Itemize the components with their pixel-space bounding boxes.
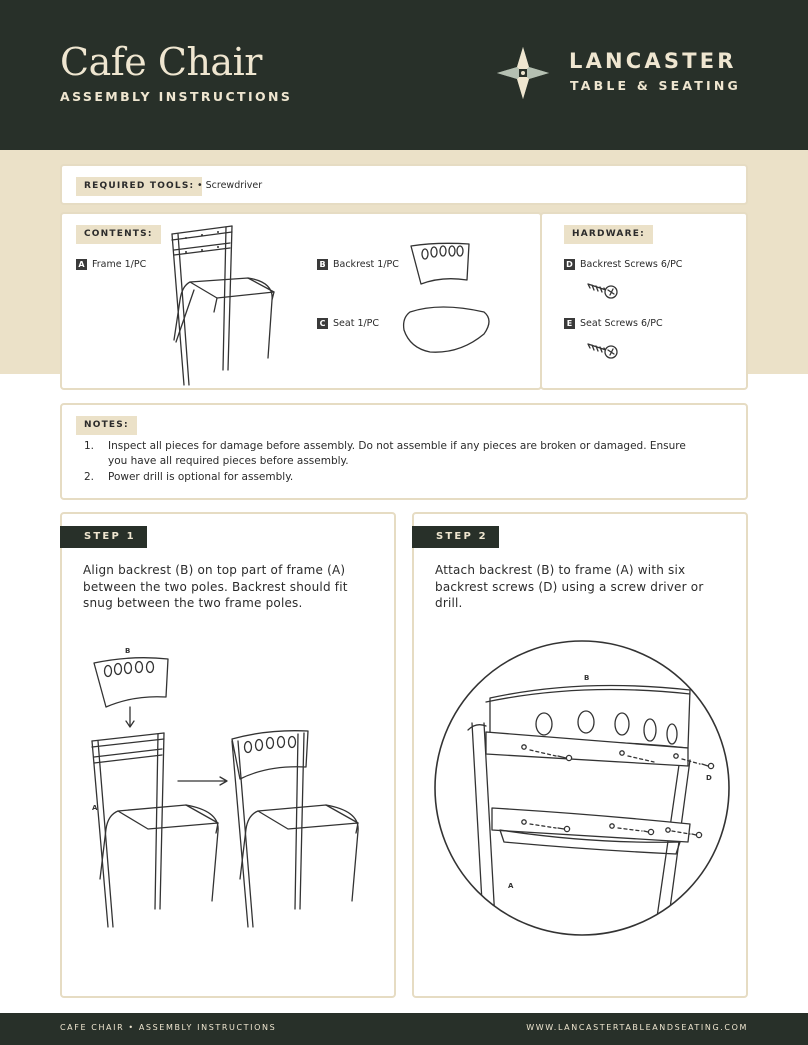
item-text: Seat Screws 6/PC — [580, 318, 663, 329]
note-text: Power drill is optional for assembly. — [108, 471, 294, 483]
hardware-card — [540, 212, 748, 390]
item-letter: C — [317, 318, 328, 329]
header-banner — [0, 0, 808, 150]
screw-icon — [586, 340, 620, 360]
hardware-item-seat-screws — [564, 318, 663, 329]
tools-item: • Screwdriver — [197, 180, 263, 191]
backrest-illustration — [407, 240, 473, 288]
brand-name: LANCASTER — [569, 49, 737, 73]
content-item-backrest — [317, 259, 399, 270]
step-2-label: STEP 2 — [412, 526, 499, 548]
notes-card — [60, 403, 748, 500]
item-text: Backrest 1/PC — [333, 259, 399, 270]
step-2-text: Attach backrest (B) to frame (A) with six backrest screws (D) using a screw driver or drill. — [435, 563, 704, 610]
item-text: Seat 1/PC — [333, 318, 380, 329]
step-2-detail-illustration — [432, 638, 732, 938]
frame-illustration — [162, 220, 282, 390]
tools-label: REQUIRED TOOLS: — [76, 177, 202, 196]
contents-card — [60, 212, 542, 390]
note-number: 2. — [84, 471, 95, 483]
callout-b: B — [125, 647, 131, 655]
item-letter: E — [564, 318, 575, 329]
callout-b: B — [584, 674, 590, 682]
screw-icon — [586, 280, 620, 300]
note-number: 1. — [84, 440, 95, 452]
step-1-illustration — [82, 639, 382, 939]
callout-d: D — [706, 774, 712, 782]
note-item — [84, 439, 724, 469]
seat-illustration — [400, 300, 492, 356]
tools-card — [60, 164, 748, 205]
footer-website-link[interactable]: WWW.LANCASTERTABLEANDSEATING.COM — [526, 1023, 748, 1032]
step-1-text: Align backrest (B) on top part of frame (A) between the two poles. Backrest should fit snug between the two frame poles. — [83, 563, 348, 610]
notes-label: NOTES: — [76, 416, 137, 435]
page-subtitle: ASSEMBLY INSTRUCTIONS — [60, 89, 293, 104]
item-letter: D — [564, 259, 575, 270]
item-letter: A — [76, 259, 87, 270]
footer-bar — [0, 1013, 808, 1045]
callout-a: A — [92, 804, 98, 812]
page-title: Cafe Chair — [60, 40, 262, 84]
item-letter: B — [317, 259, 328, 270]
item-text: Frame 1/PC — [92, 259, 147, 270]
content-item-seat — [317, 318, 379, 329]
star-quilt-logo-icon — [495, 45, 551, 101]
contents-label: CONTENTS: — [76, 225, 161, 244]
step-1-label: STEP 1 — [60, 526, 147, 548]
hardware-item-backrest-screws — [564, 259, 682, 270]
note-text: Inspect all pieces for damage before assembly. Do not assemble if any pieces are broken or damaged. Ensure you have all required pieces before assembly. — [108, 440, 686, 467]
item-text: Backrest Screws 6/PC — [580, 259, 683, 270]
brand-tagline: TABLE & SEATING — [570, 78, 742, 93]
note-item — [84, 470, 724, 486]
content-item-frame — [76, 259, 146, 270]
step-2-card — [412, 512, 748, 998]
footer-doc-title: CAFE CHAIR • ASSEMBLY INSTRUCTIONS — [60, 1023, 277, 1032]
callout-a: A — [508, 882, 514, 890]
step-1-card — [60, 512, 396, 998]
hardware-label: HARDWARE: — [564, 225, 653, 244]
